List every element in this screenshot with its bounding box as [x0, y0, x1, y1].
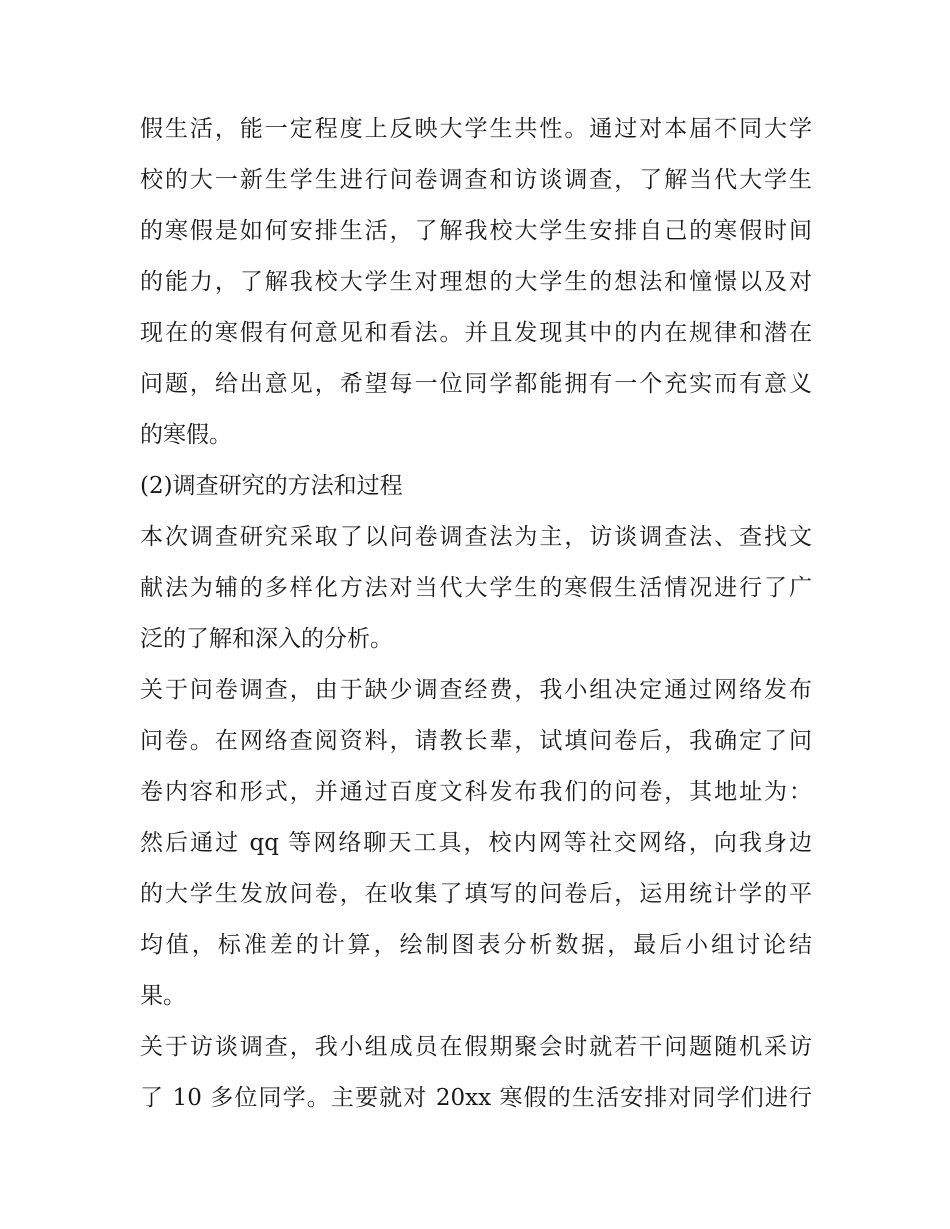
text-line: 果。 — [140, 983, 186, 1009]
text-line: 问卷。在网络查阅资料，请教长辈，试填问卷后，我确定了问 — [140, 728, 812, 754]
text-line: 然后通过 qq 等网络聊天工具，校内网等社交网络，向我身边 — [140, 830, 812, 856]
text-line: 校的大一新生学生进行问卷调查和访谈调查，了解当代大学生 — [140, 167, 812, 193]
text-line: 的寒假是如何安排生活，了解我校大学生安排自己的寒假时间 — [140, 218, 812, 244]
text-line: 了 10 多位同学。主要就对 20xx 寒假的生活安排对同学们进行 — [140, 1085, 812, 1111]
text-line: 均值，标准差的计算，绘制图表分析数据，最后小组讨论结 — [140, 932, 812, 958]
text-line: 关于问卷调查，由于缺少调查经费，我小组决定通过网络发布 — [140, 677, 812, 703]
text-line: 的能力，了解我校大学生对理想的大学生的想法和憧憬以及对 — [140, 269, 812, 295]
text-line: 卷内容和形式，并通过百度文科发布我们的问卷，其地址为： — [140, 779, 812, 805]
text-line: 问题，给出意见，希望每一位同学都能拥有一个充实而有意义 — [140, 371, 812, 397]
text-line: (2)调查研究的方法和过程 — [140, 473, 403, 499]
text-line: 假生活，能一定程度上反映大学生共性。通过对本届不同大学 — [140, 116, 812, 142]
text-line: 现在的寒假有何意见和看法。并且发现其中的内在规律和潜在 — [140, 320, 812, 346]
document-text-body — [140, 104, 812, 1124]
text-line: 献法为辅的多样化方法对当代大学生的寒假生活情况进行了广 — [140, 575, 812, 601]
text-line: 的寒假。 — [140, 422, 232, 448]
text-line: 关于访谈调查，我小组成员在假期聚会时就若干问题随机采访 — [140, 1034, 812, 1060]
text-line: 的大学生发放问卷，在收集了填写的问卷后，运用统计学的平 — [140, 881, 812, 907]
text-line: 泛的了解和深入的分析。 — [140, 626, 393, 652]
text-line: 本次调查研究采取了以问卷调查法为主，访谈调查法、查找文 — [140, 524, 812, 550]
